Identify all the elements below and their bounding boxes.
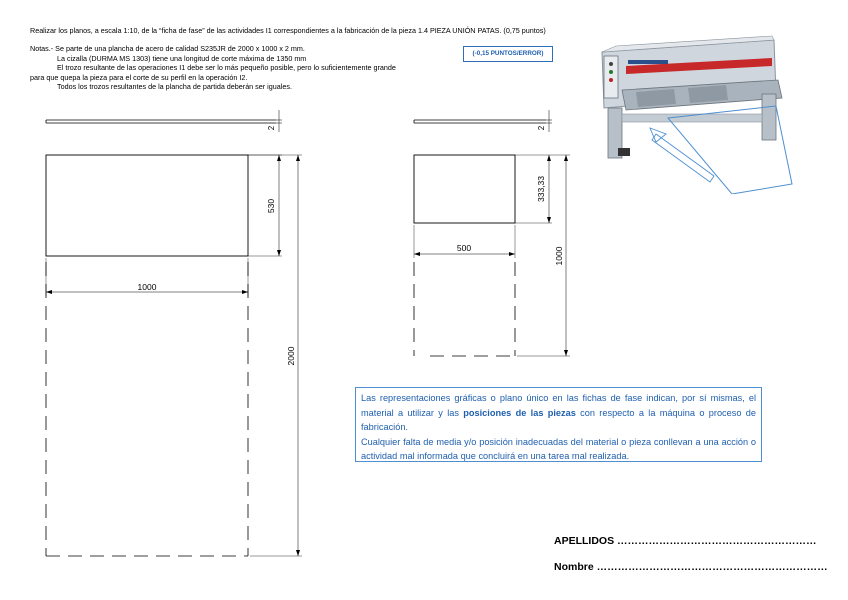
- surname-dots: …………………………………………………: [617, 535, 817, 547]
- left-height-dimension: [277, 155, 281, 256]
- name-dots: …………………………………………………………: [596, 561, 828, 573]
- left-thickness-dimension: [276, 110, 282, 132]
- right-thickness-dimension: [546, 110, 552, 132]
- left-sheet-edge-view: [46, 120, 276, 123]
- right-width-label: 500: [456, 243, 472, 253]
- right-height-label: 333,33: [536, 176, 546, 202]
- note-line-1: Notas.- Se parte de una plancha de acero de calidad S235JR de 2000 x 1000 x 2 mm.: [30, 44, 305, 53]
- left-piece-rectangle: [46, 155, 248, 256]
- surname-label: APELLIDOS: [554, 535, 615, 547]
- right-piece-rectangle: [414, 155, 515, 223]
- right-remaining-plate-dashed: [414, 262, 515, 356]
- info-text-1b: con respecto a la máquina o proceso de fabricación.: [361, 407, 756, 433]
- right-sheet-edge-view: [414, 120, 546, 123]
- surname-field[interactable]: [554, 535, 817, 547]
- right-width-dimension: [414, 225, 515, 258]
- right-thickness-label: 2: [537, 125, 546, 131]
- instruction-text: Realizar los planos, a escala 1:10, de la “ficha de fase” de las actividades I1 correspondientes a la fabricación de la pieza 1.4 PIEZA UNIÓN PATAS. (0,75 puntos): [30, 26, 546, 35]
- note-line-4: para que quepa la pieza para el corte de su perfil en la operación I2.: [30, 72, 248, 82]
- name-label: Nombre: [554, 561, 594, 573]
- info-text-1a: Las representaciones gráficas o plano único en las fichas de fase indican, por sí mismas, el material a utilizar y las: [361, 393, 756, 418]
- right-height-dimension: [547, 155, 551, 223]
- left-thickness-label: 2: [267, 125, 276, 131]
- info-text-1-bold: posiciones de las piezas: [463, 407, 576, 418]
- right-total-height-label: 1000: [554, 246, 564, 266]
- note-line-3: El trozo resultante de las operaciones I1 debe ser lo más pequeño posible, pero lo suficientemente grande: [57, 63, 396, 72]
- left-height-label: 530: [266, 198, 276, 214]
- info-text-2: Cualquier falta de media y/o posición inadecuadas del material o pieza conllevan a una acción o actividad mal informada que concluirá en una tarea mal realizada.: [361, 436, 756, 462]
- name-field[interactable]: [554, 561, 828, 573]
- left-total-height-label: 2000: [286, 346, 296, 366]
- note-line-2: La cizalla (DURMA MS 1303) tiene una longitud de corte máxima de 1350 mm: [57, 53, 307, 63]
- left-width-label: 1000: [137, 282, 157, 292]
- left-remaining-plate-dashed: [46, 262, 248, 556]
- penalty-badge: (-0,15 PUNTOS/ERROR): [463, 46, 553, 62]
- note-line-5: Todos los trozos resultantes de la plancha de partida deberán ser iguales.: [57, 82, 292, 91]
- info-box: [355, 387, 762, 462]
